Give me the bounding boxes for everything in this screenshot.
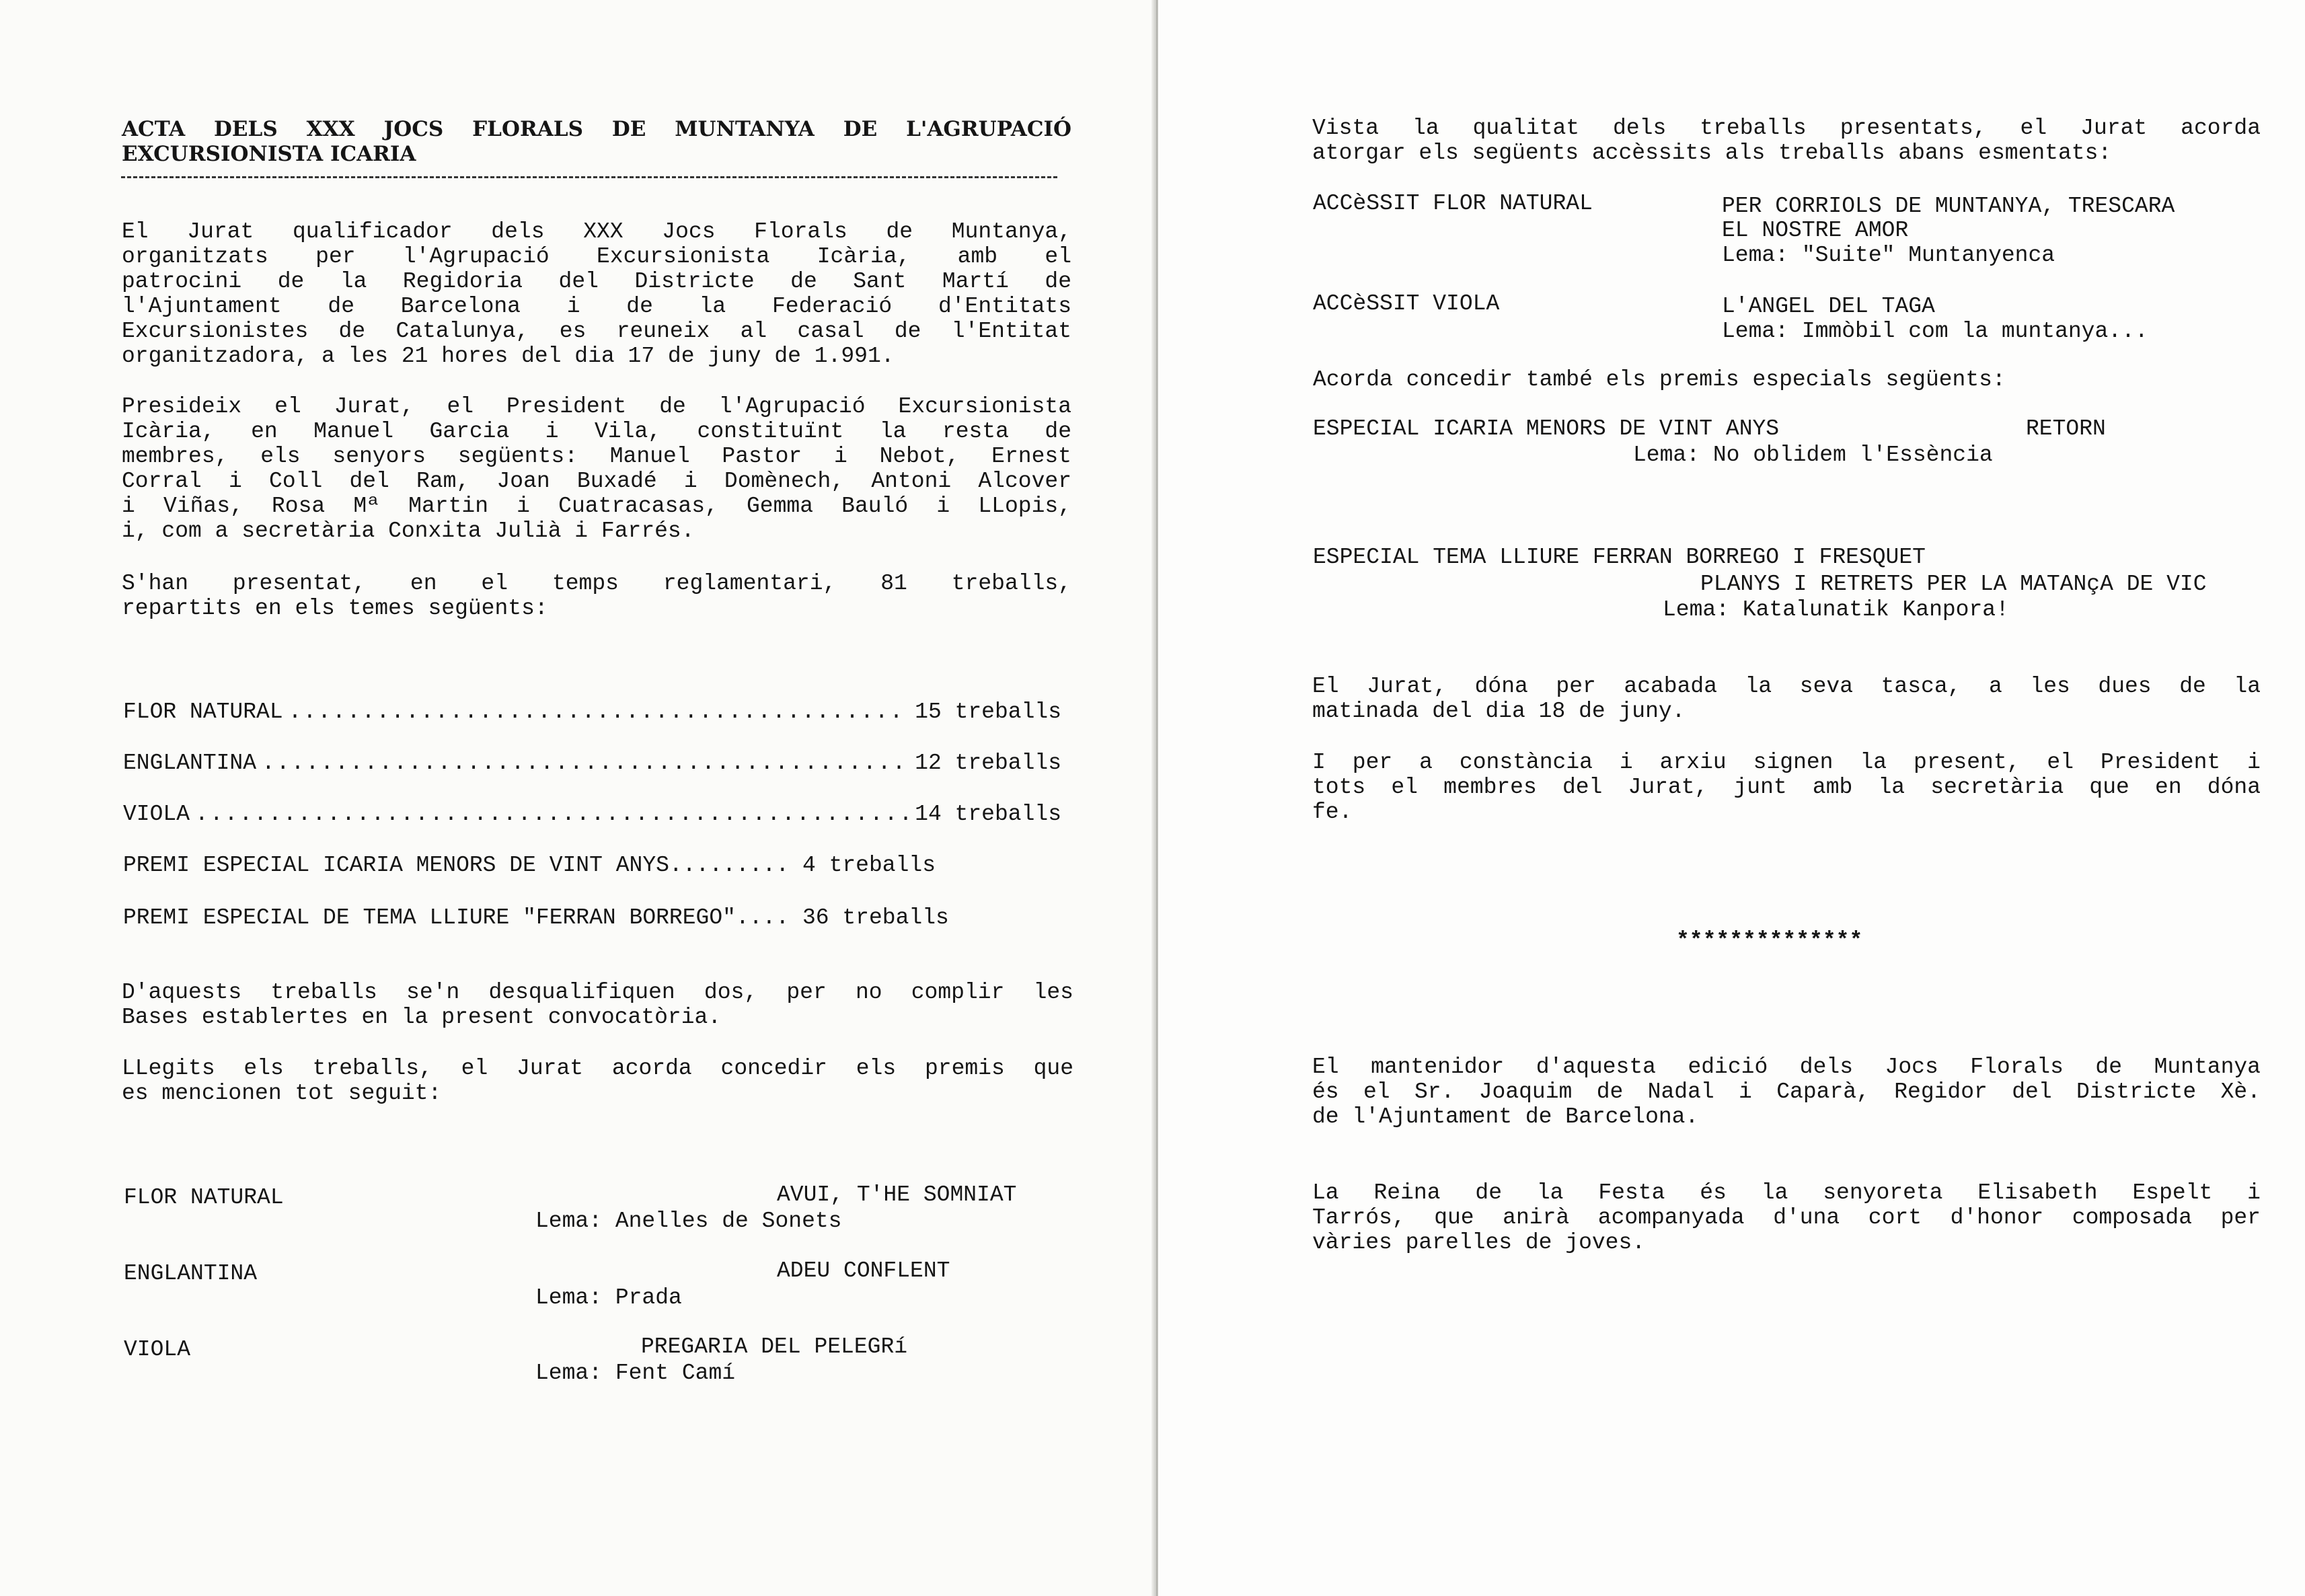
queen-paragraph	[1312, 1180, 2261, 1255]
intro-paragraph	[122, 219, 1071, 369]
intro-line: patrocini de la Regidoria del Districte de Sant Martí de	[122, 269, 1071, 294]
award-prize-viola: VIOLA	[124, 1337, 191, 1362]
title-underline	[121, 176, 1057, 178]
category-row-flor-natural	[123, 699, 1061, 724]
read-line: es mencionen tot seguit:	[122, 1081, 442, 1106]
dot-leader	[289, 699, 910, 724]
intro-line: organitzats per l'Agrupació Excursionista Icària, amb el	[122, 244, 1071, 269]
special-theme-work: PLANYS I RETRETS PER LA MATANçA DE VIC	[1700, 572, 2207, 597]
disqualified-line: Bases establertes en la present convocatòria.	[122, 1005, 722, 1030]
accessit-work-flor-natural-1: PER CORRIOLS DE MUNTANYA, TRESCARA	[1722, 194, 2175, 219]
category-name: VIOLA	[123, 802, 190, 827]
dot-leader	[262, 751, 909, 775]
jury-line: Presideix el Jurat, el President de l'Agrupació Excursionista	[122, 394, 1071, 419]
queen-line: vàries parelles de joves.	[1312, 1230, 1646, 1255]
quality-paragraph	[1312, 116, 2261, 165]
category-name: FLOR NATURAL	[123, 699, 283, 724]
special-intro: Acorda concedir també els premis especials següents:	[1313, 367, 2006, 392]
separator-stars: **************	[1676, 928, 1863, 953]
signature-line: I per a constància i arxiu signen la present, el President i	[1312, 750, 2261, 775]
maintainer-line: El mantenidor d'aquesta edició dels Jocs Florals de Muntanya	[1312, 1055, 2261, 1079]
accessit-label-flor-natural: ACCèSSIT FLOR NATURAL	[1313, 191, 1593, 216]
read-paragraph	[122, 1056, 1073, 1106]
jury-line: membres, els senyors següents: Manuel Pastor i Nebot, Ernest	[122, 444, 1071, 469]
category-count: 14 treballs	[915, 802, 1061, 827]
special-icaria-work: RETORN	[2026, 416, 2106, 441]
accessit-label-viola: ACCèSSIT VIOLA	[1313, 291, 1500, 316]
accessit-work-flor-natural-2: EL NOSTRE AMOR	[1722, 218, 1909, 243]
category-count: 15 treballs	[915, 699, 1061, 724]
dot-leader	[195, 802, 909, 827]
award-work-viola: PREGARIA DEL PELEGRí	[641, 1334, 908, 1359]
intro-line: Excursionistes de Catalunya, es reuneix al casal de l'Entitat	[122, 319, 1071, 344]
award-work-englantina: ADEU CONFLENT	[777, 1258, 950, 1283]
closing-paragraph	[1312, 674, 2261, 724]
jury-line: Corral i Coll del Ram, Joan Buxadé i Domènech, Antoni Alcover	[122, 469, 1071, 494]
right-page	[1158, 0, 2305, 1596]
jury-line: i Viñas, Rosa Mª Martin i Cuatracasas, Gemma Bauló i LLopis,	[122, 494, 1071, 519]
accessit-work-viola: L'ANGEL DEL TAGA	[1722, 294, 1935, 319]
presented-line: repartits en els temes següents:	[122, 596, 548, 621]
award-motto-englantina: Lema: Prada	[535, 1285, 682, 1310]
jury-line: i, com a secretària Conxita Julià i Farrés.	[122, 519, 695, 543]
award-prize-englantina: ENGLANTINA	[124, 1261, 258, 1286]
closing-line: matinada del dia 18 de juny.	[1312, 699, 1686, 724]
accessit-motto-viola: Lema: Immòbil com la muntanya...	[1722, 319, 2148, 344]
award-motto-flor-natural: Lema: Anelles de Sonets	[535, 1209, 842, 1233]
intro-line: l'Ajuntament de Barcelona i de la Federació d'Entitats	[122, 294, 1071, 319]
queen-line: Tarrós, que anirà acompanyada d'una cort d'honor composada per	[1312, 1205, 2261, 1230]
presented-paragraph	[122, 571, 1071, 621]
award-motto-viola: Lema: Fent Camí	[535, 1361, 736, 1385]
document-title	[122, 117, 1071, 167]
intro-line: organitzadora, a les 21 hores del dia 17 de juny de 1.991.	[122, 344, 895, 369]
title-line-1: ACTA DELS XXX JOCS FLORALS DE MUNTANYA DE L'AGRUPACIÓ	[122, 117, 1071, 141]
intro-line: El Jurat qualificador dels XXX Jocs Florals de Muntanya,	[122, 219, 1071, 244]
queen-line: La Reina de la Festa és la senyoreta Elisabeth Espelt i	[1312, 1180, 2261, 1205]
closing-line: El Jurat, dóna per acabada la seva tasca, a les dues de la	[1312, 674, 2261, 699]
disqualified-line: D'aquests treballs se'n desqualifiquen dos, per no complir les	[122, 980, 1073, 1005]
maintainer-line: és el Sr. Joaquim de Nadal i Caparà, Regidor del Districte Xè.	[1312, 1079, 2261, 1104]
category-row-viola	[123, 802, 1061, 827]
award-prize-flor-natural: FLOR NATURAL	[124, 1185, 284, 1210]
disqualified-paragraph	[122, 980, 1073, 1030]
signature-paragraph	[1312, 750, 2261, 825]
category-count: 12 treballs	[915, 751, 1061, 775]
special-prize-icaria-row: PREMI ESPECIAL ICARIA MENORS DE VINT ANYS......... 4 treballs	[123, 853, 936, 878]
category-name: ENGLANTINA	[123, 751, 257, 775]
special-theme-label: ESPECIAL TEMA LLIURE FERRAN BORREGO I FRESQUET	[1313, 545, 1926, 570]
jury-paragraph	[122, 394, 1071, 543]
signature-line: tots el membres del Jurat, junt amb la secretària que en dóna	[1312, 775, 2261, 800]
quality-line: Vista la qualitat dels treballs presentats, el Jurat acorda	[1312, 116, 2261, 141]
award-work-flor-natural: AVUI, T'HE SOMNIAT	[777, 1182, 1017, 1207]
accessit-motto-flor-natural: Lema: "Suite" Muntanyenca	[1722, 243, 2055, 268]
maintainer-line: de l'Ajuntament de Barcelona.	[1312, 1104, 1699, 1129]
special-prize-theme-row: PREMI ESPECIAL DE TEMA LLIURE "FERRAN BORREGO".... 36 treballs	[123, 905, 949, 930]
category-row-englantina	[123, 751, 1061, 775]
maintainer-paragraph	[1312, 1055, 2261, 1129]
special-icaria-motto: Lema: No oblidem l'Essència	[1633, 443, 1993, 467]
signature-line: fe.	[1312, 800, 1353, 825]
jury-line: Icària, en Manuel Garcia i Vila, constituïnt la resta de	[122, 419, 1071, 444]
quality-line: atorgar els següents accèssits als treballs abans esmentats:	[1312, 141, 2112, 165]
special-icaria-label: ESPECIAL ICARIA MENORS DE VINT ANYS	[1313, 416, 1780, 441]
presented-line: S'han presentat, en el temps reglamentari, 81 treballs,	[122, 571, 1071, 596]
title-line-2: EXCURSIONISTA ICARIA	[122, 142, 416, 166]
read-line: LLegits els treballs, el Jurat acorda concedir els premis que	[122, 1056, 1073, 1081]
special-theme-motto: Lema: Katalunatik Kanpora!	[1663, 597, 2009, 622]
